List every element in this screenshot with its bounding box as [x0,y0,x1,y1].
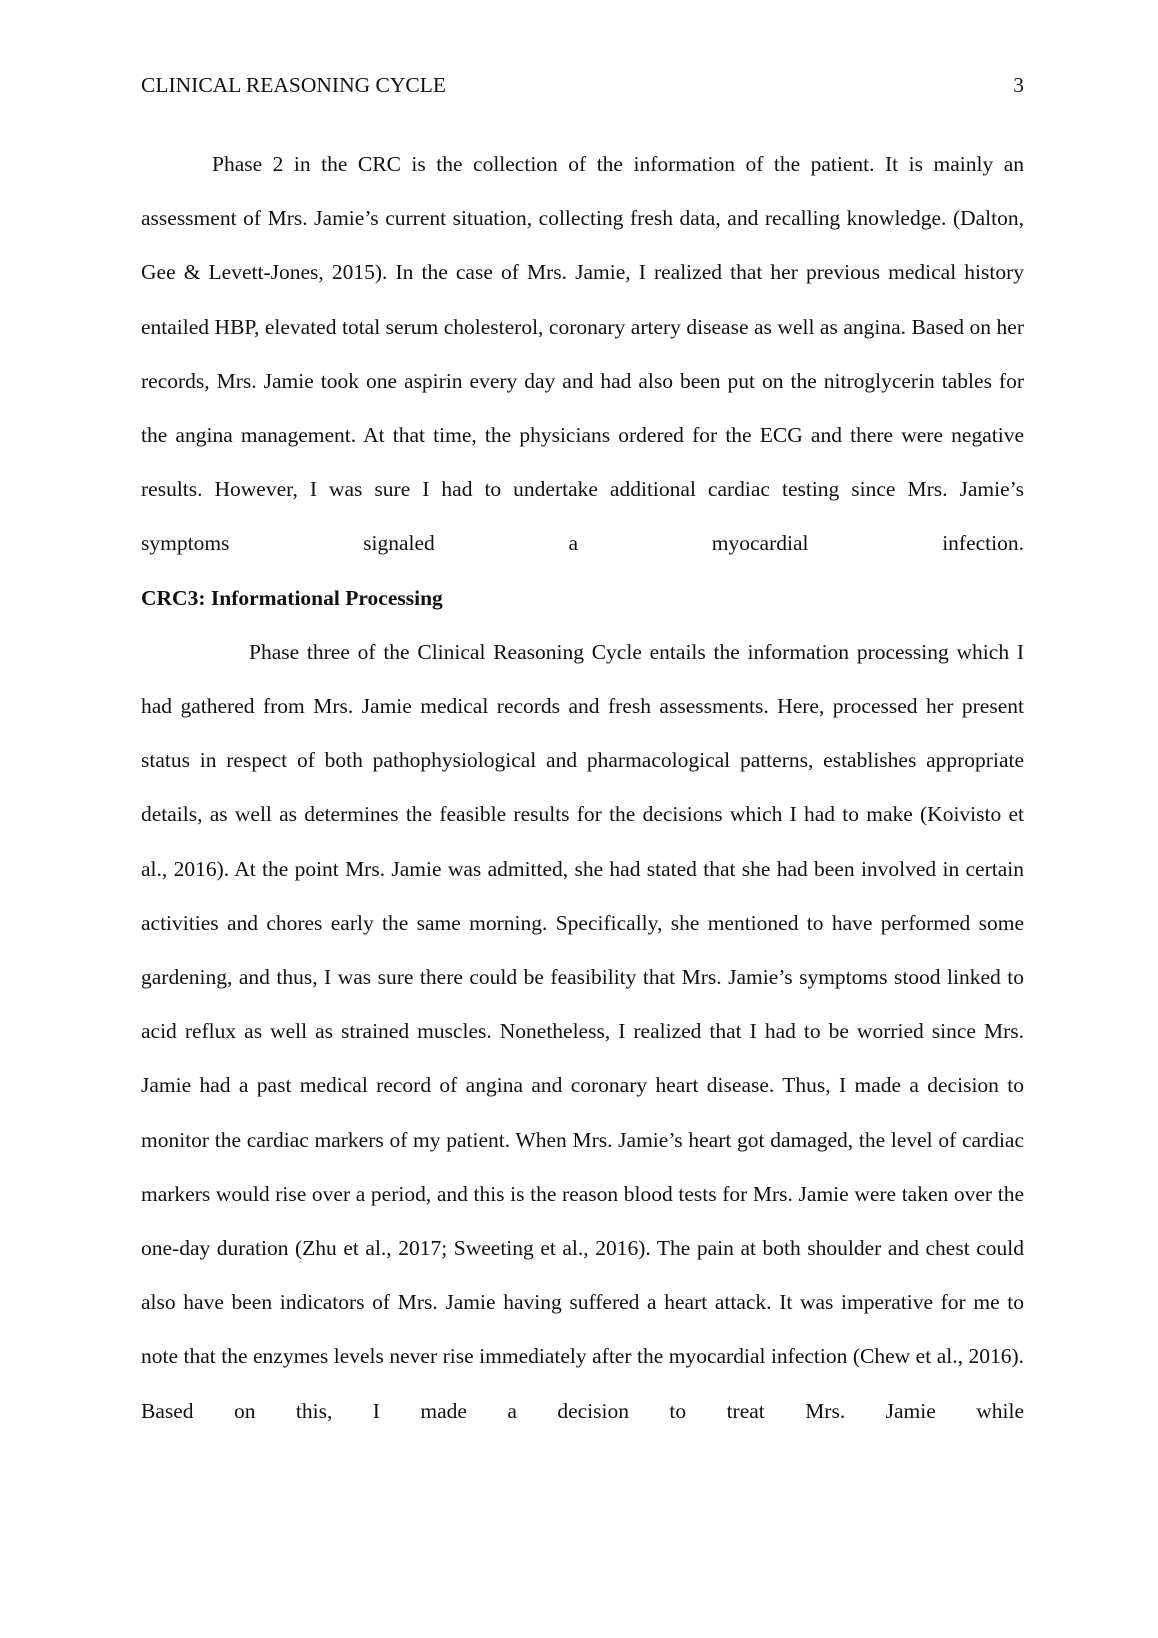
running-head [141,70,1024,100]
page-number: 3 [1013,73,1024,97]
section-heading-crc3: CRC3: Informational Processing [141,585,443,610]
running-head-title: CLINICAL REASONING CYCLE [141,73,446,97]
paragraph-crc3: Phase three of the Clinical Reasoning Cycle entails the information processing which I had gathered from Mrs. Jamie medical records and fresh assessments. Here, processed her present status in respect of both pathophysiological and pharmacological patterns, establishes appropriate details, as well as determines the feasible results for the decisions which I had to make (Koivisto et al., 2016). At the point Mrs. Jamie was admitted, she had stated that she had been involved in certain activities and chores early the same morning. Specifically, she mentioned to have performed some gardening, and thus, I was sure there could be feasibility that Mrs. Jamie’s symptoms stood linked to acid reflux as well as strained muscles. Nonetheless, I realized that I had to be worried since Mrs. Jamie had a past medical record of angina and coronary heart disease. Thus, I made a decision to monitor the cardiac markers of my patient. When Mrs. Jamie’s heart got damaged, the level of cardiac markers would rise over a period, and this is the reason blood tests for Mrs. Jamie were taken over the one-day duration (Zhu et al., 2017; Sweeting et al., 2016). The pain at both shoulder and chest could also have been indicators of Mrs. Jamie having suffered a heart attack. It was imperative for me to note that the enzymes levels never rise immediately after the myocardial infection (Chew et al., 2016). Based on this, I made a decision to treat Mrs. Jamie while [141,639,1024,1423]
document-body [141,137,1024,1438]
paragraph-crc2: Phase 2 in the CRC is the collection of the information of the patient. It is mainly an assessment of Mrs. Jamie’s current situation, collecting fresh data, and recalling knowledge. (Dalton, Gee & Levett-Jones, 2015). In the case of Mrs. Jamie, I realized that her previous medical history entailed HBP, elevated total serum cholesterol, coronary artery disease as well as angina. Based on her records, Mrs. Jamie took one aspirin every day and had also been put on the nitroglycerin tables for the angina management. At that time, the physicians ordered for the ECG and there were negative results. However, I was sure I had to undertake additional cardiac testing since Mrs. Jamie’s symptoms signaled a myocardial infection. [141,152,1024,556]
